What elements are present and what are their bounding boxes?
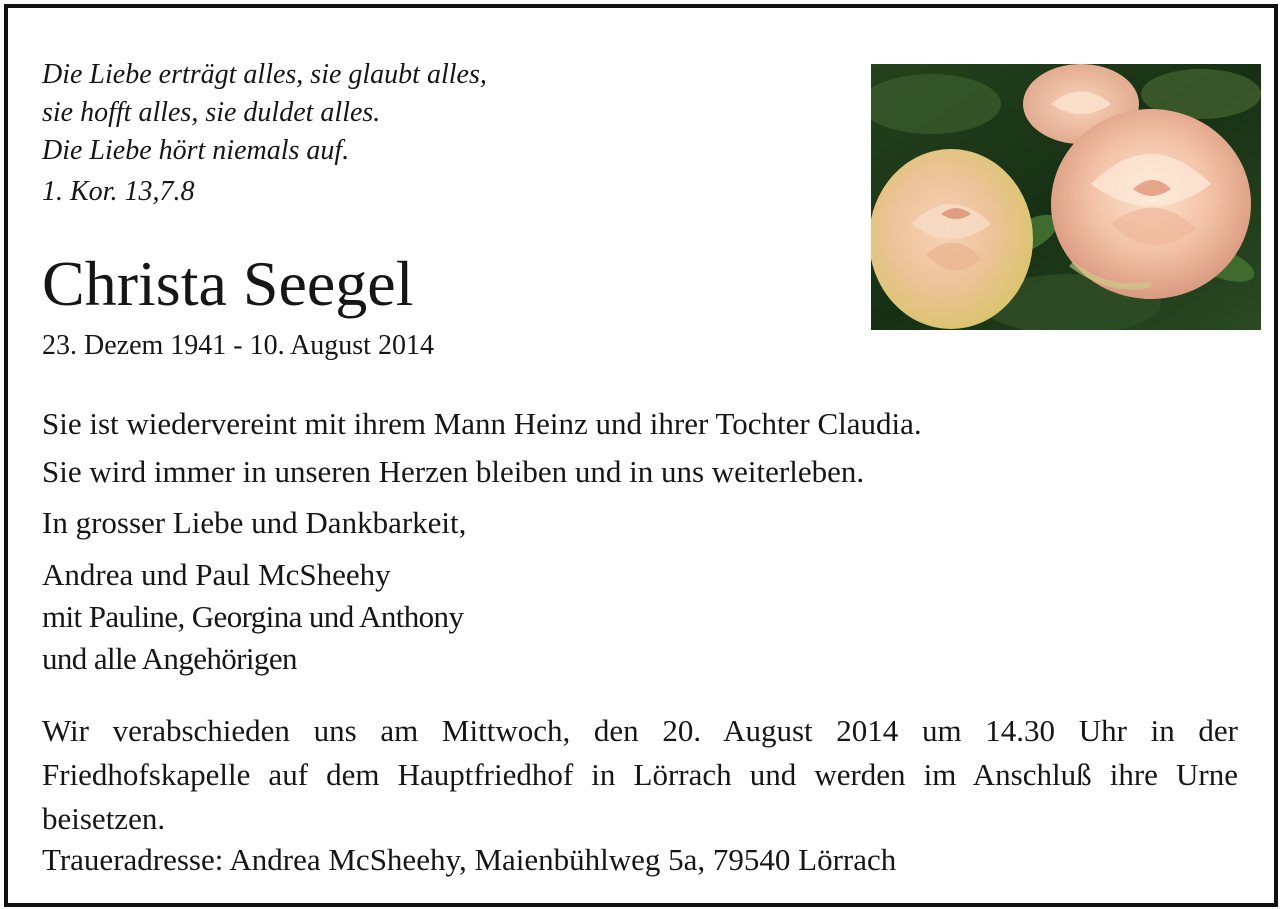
message-line: Sie wird immer in unseren Herzen bleiben und in uns weiterleben. bbox=[42, 454, 865, 489]
message-line: Sie ist wiedervereint mit ihrem Mann Heinz und ihrer Tochter Claudia. bbox=[42, 406, 922, 441]
funeral-service-text: Wir verabschieden uns am Mittwoch, den 20. August 2014 um 14.30 Uhr in der Friedhofskapelle auf dem Hauptfriedhof in Lörrach und werden im Anschluß ihre Urne beisetzen. bbox=[42, 713, 1238, 836]
family-line: mit Pauline, Georgina und Anthony bbox=[42, 599, 464, 634]
memorial-message bbox=[42, 400, 922, 496]
obituary-frame bbox=[4, 4, 1278, 907]
life-dates: 23. Dezem 1941 - 10. August 2014 bbox=[42, 330, 434, 361]
quote-line: Die Liebe erträgt alles, sie glaubt alles, bbox=[42, 59, 487, 90]
deceased-name: Christa Seegel bbox=[42, 248, 414, 319]
verse-reference: 1. Kor. 13,7.8 bbox=[42, 176, 195, 207]
quote-line: Die Liebe hört niemals auf. bbox=[42, 135, 350, 166]
family-line: Andrea und Paul McSheehy bbox=[42, 557, 391, 592]
family-signature bbox=[42, 554, 463, 680]
rose-photo bbox=[871, 64, 1261, 330]
quote-line: sie hofft alles, sie duldet alles. bbox=[42, 97, 381, 128]
bible-quote bbox=[42, 56, 487, 170]
mourning-address: Traueradresse: Andrea McSheehy, Maienbühlweg 5a, 79540 Lörrach bbox=[42, 842, 897, 877]
thanks-line: In grosser Liebe und Dankbarkeit, bbox=[42, 505, 467, 540]
family-line: und alle Angehörigen bbox=[42, 641, 297, 676]
